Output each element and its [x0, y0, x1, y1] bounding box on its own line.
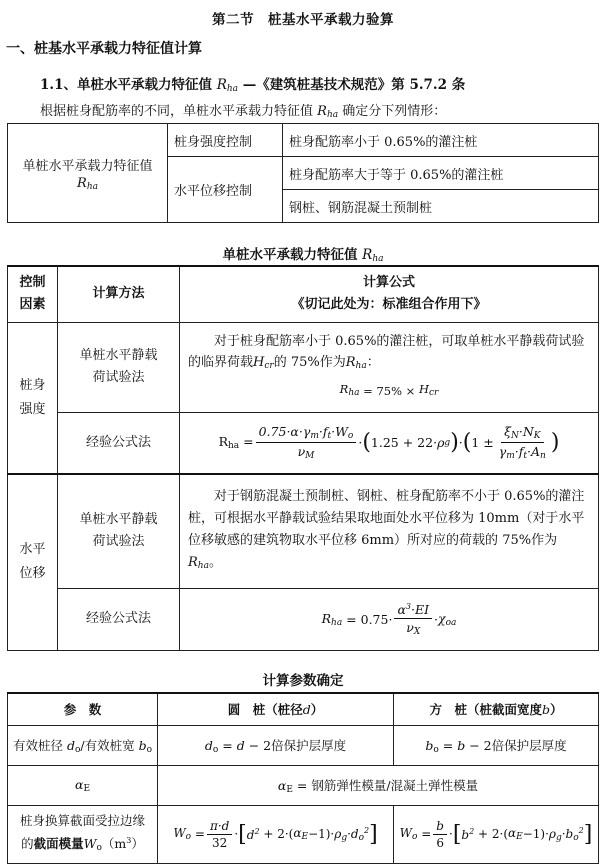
classification-left-label: 单桩水平承载力特征值 $R_{ha}$ — [8, 124, 168, 223]
table2-caption: 单桩水平承载力特征值 $R_{ha}$ — [222, 247, 384, 264]
param-alpha-e: $\alpha_E$ — [8, 765, 158, 805]
table3-caption: 计算参数确定 — [262, 673, 344, 689]
square-effective-width: $b_o = b - 2$倍保护层厚度 — [394, 725, 599, 765]
factor-displacement: 水平位移 — [8, 474, 58, 650]
header-control: 控制因素 — [8, 266, 58, 322]
case-displacement-1: 桩身配筋率大于等于 0.65%的灌注桩 — [283, 157, 599, 190]
formula-strength-test: 对于桩身配筋率小于 0.65%的灌注桩，可取单桩水平静载荷试验的临界荷载$H_{cr}$的 75%作为$R_{ha}$： $R_{ha}$ = 75% × $H_{cr}$ — [180, 322, 599, 412]
header-param: 参 数 — [8, 693, 158, 725]
method-displacement-test: 单桩水平静载荷试验法 — [58, 474, 180, 588]
round-section-modulus: $W_o$ = $\frac{\pi\cdot d}{32}$ · [ $d^2$ + 2·( $\alpha_E$ −1)· $\rho_g\cdot d_o^2$ ] — [158, 805, 394, 863]
section-title: 第二节 桩基水平承载力验算 — [212, 12, 394, 28]
capacity-table — [7, 265, 599, 651]
intro-symbol: $R_{ha}$ — [317, 104, 339, 120]
round-effective-diameter: $d_o = d - 2$倍保护层厚度 — [158, 725, 394, 765]
heading-2-prefix: 1.1、单桩水平承载力特征值 — [40, 77, 212, 93]
formula-strength-empirical: $R_{ha}$ = $\frac{0.75\cdot\alpha\cdot\gamma_m\cdot f_t\cdot W_o}{\nu_M}$ · ( 1.25 + 22· ρ g ) · ( 1 ± $\frac{\xi_N\cdot N_K}{\gamma_m\cdot f_t\cdot A_n}$ ) — [180, 412, 599, 474]
parameter-table — [7, 692, 599, 864]
square-section-modulus: $W_o$ = $\frac{b}{6}$ · [ $b^2$ + 2·( $\alpha_E$ −1)· $\rho_g\cdot b_o^2$ ] — [394, 805, 599, 863]
control-displacement: 水平位移控制 — [168, 157, 283, 223]
case-displacement-2: 钢桩、钢筋混凝土预制桩 — [283, 190, 599, 223]
classification-table — [7, 123, 599, 223]
control-strength: 桩身强度控制 — [168, 124, 283, 157]
method-displacement-empirical: 经验公式法 — [58, 588, 180, 650]
heading-2 — [40, 73, 465, 94]
method-strength-test: 单桩水平静载荷试验法 — [58, 322, 180, 412]
header-round: 圆 桩（桩径d） — [158, 693, 394, 725]
param-effective-diameter: 有效桩径 $d_o/$有效桩宽 $b_o$ — [8, 725, 158, 765]
heading-1: 一、桩基水平承载力特征值计算 — [6, 41, 202, 57]
heading-2-symbol: $R_{ha}$ — [216, 77, 239, 94]
alpha-e-definition: $\alpha_E$ = 钢筋弹性模量/混凝土弹性模量 — [158, 765, 599, 805]
header-formula: 计算公式 《切记此处为：标准组合作用下》 — [180, 266, 599, 322]
case-strength: 桩身配筋率小于 0.65%的灌注桩 — [283, 124, 599, 157]
param-section-modulus: 桩身换算截面受拉边缘 的截面模量$W_o(m^3)$ — [8, 805, 158, 863]
method-strength-empirical: 经验公式法 — [58, 412, 180, 474]
intro-paragraph: 根据桩身配筋率的不同，单桩水平承载力特征值 $R_{ha}$ 确定分下列情形： — [40, 104, 447, 120]
heading-2-suffix: —《建筑桩基技术规范》第 5.7.2 条 — [242, 77, 466, 93]
formula-rha-75: $R_{ha}$ = 75% × $H_{cr}$ — [339, 381, 439, 398]
formula-displacement-empirical: $R_{ha}$ = 0.75· $\frac{\alpha^3\cdot EI}{\nu_X}$ · $\chi_{oa}$ — [180, 588, 599, 650]
header-square: 方 桩（桩截面宽度b） — [394, 693, 599, 725]
header-method: 计算方法 — [58, 266, 180, 322]
factor-strength: 桩身强度 — [8, 322, 58, 474]
formula-displacement-test: 对于钢筋混凝土预制桩、钢桩、桩身配筋率不小于 0.65%的灌注桩，可根据水平静载试验结果取地面处水平位移为 10mm（对于水平位移敏感的建筑物取水平位移 6mm）所对应的荷载的 75%作为$R_{ha}$。 — [180, 474, 599, 588]
